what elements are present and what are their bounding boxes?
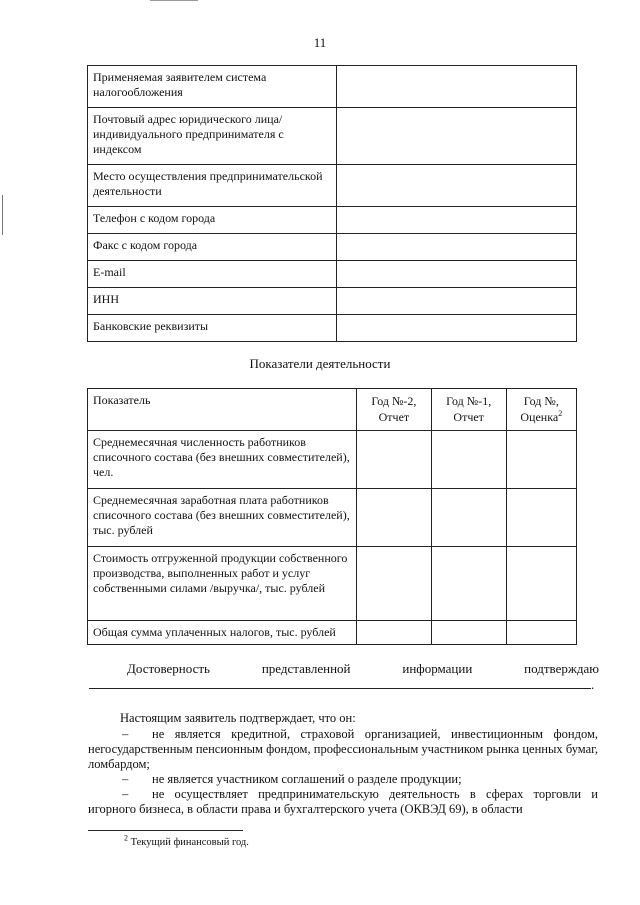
section-title: Показатели деятельности bbox=[249, 356, 391, 371]
table-row bbox=[88, 288, 577, 315]
header-line: Отчет bbox=[378, 410, 410, 424]
row-label: Место осуществления предпринимательской деятельности bbox=[88, 165, 337, 207]
confirmation-line bbox=[127, 661, 599, 677]
footnote-number: 2 bbox=[124, 833, 128, 843]
statement-item-text: не является участником соглашений о разделе продукции; bbox=[152, 772, 462, 786]
row-label: Почтовый адрес юридического лица/индивидуального предпринимателя с индексом bbox=[88, 108, 337, 165]
value-cell[interactable] bbox=[431, 431, 506, 489]
row-label: E-mail bbox=[88, 261, 337, 288]
table-header-row bbox=[88, 389, 577, 431]
value-cell[interactable] bbox=[506, 489, 576, 547]
footnote-ref: 2 bbox=[558, 409, 563, 418]
value-field-bank-details[interactable] bbox=[337, 315, 577, 342]
statement-item-text: не является кредитной, страховой организацией, инвестиционным фондом, негосударственным пенсионным фондом, профессиональным участником рынка ценных бумаг, ломбардом; bbox=[88, 727, 598, 771]
row-label: Факс с кодом города bbox=[88, 234, 337, 261]
value-cell[interactable] bbox=[431, 489, 506, 547]
table-row bbox=[88, 431, 577, 489]
list-dash: – bbox=[122, 787, 129, 801]
statement-intro: Настоящим заявитель подтверждает, что он: bbox=[120, 711, 356, 725]
table-row bbox=[88, 165, 577, 207]
value-field-phone[interactable] bbox=[337, 207, 577, 234]
header-line: Отчет bbox=[453, 410, 484, 424]
value-field-postal-address[interactable] bbox=[337, 108, 577, 165]
list-dash: – bbox=[122, 772, 129, 786]
statement-item bbox=[88, 772, 598, 787]
value-field-inn[interactable] bbox=[337, 288, 577, 315]
value-field-business-location[interactable] bbox=[337, 165, 577, 207]
value-field-tax-system[interactable] bbox=[337, 66, 577, 108]
indicator-name: Стоимость отгруженной продукции собственного производства, выполненных работ и услуг собственными силами /выручка/, тыс. рублей bbox=[88, 547, 357, 621]
table-row bbox=[88, 489, 577, 547]
value-field-email[interactable] bbox=[337, 261, 577, 288]
margin-mark bbox=[2, 195, 3, 235]
value-cell[interactable] bbox=[431, 547, 506, 621]
page-number: 11 bbox=[313, 35, 327, 50]
footnote bbox=[124, 833, 249, 848]
table-row bbox=[88, 108, 577, 165]
column-header-year-minus2 bbox=[357, 389, 432, 431]
column-header-year-minus1 bbox=[431, 389, 506, 431]
value-cell[interactable] bbox=[357, 621, 432, 645]
value-cell[interactable] bbox=[357, 431, 432, 489]
table-row bbox=[88, 621, 577, 645]
header-line: Оценка bbox=[520, 410, 559, 424]
footnote-text: Текущий финансовый год. bbox=[130, 837, 249, 848]
indicator-name: Среднемесячная заработная плата работников списочного состава (без внешних совместителей), тыс. рублей bbox=[88, 489, 357, 547]
underline-end-dot: . bbox=[591, 677, 595, 692]
column-header-year-n bbox=[506, 389, 576, 431]
value-cell[interactable] bbox=[506, 547, 576, 621]
table-row bbox=[88, 66, 577, 108]
column-header-indicator: Показатель bbox=[88, 389, 357, 431]
table-row bbox=[88, 234, 577, 261]
value-cell[interactable] bbox=[506, 621, 576, 645]
value-cell[interactable] bbox=[431, 621, 506, 645]
confirmation-word: подтверждаю bbox=[524, 661, 599, 676]
header-line: Год №-2, bbox=[371, 394, 417, 408]
list-dash: – bbox=[122, 727, 129, 741]
header-line: Год №-1, bbox=[446, 394, 492, 408]
confirmation-word: представленной bbox=[261, 661, 351, 676]
value-cell[interactable] bbox=[506, 431, 576, 489]
indicator-name: Общая сумма уплаченных налогов, тыс. рублей bbox=[88, 621, 357, 645]
value-cell[interactable] bbox=[357, 547, 432, 621]
requisites-table bbox=[87, 65, 577, 342]
row-label: Применяемая заявителем система налогообложения bbox=[88, 66, 337, 108]
statement-item bbox=[88, 787, 598, 817]
table-row bbox=[88, 547, 577, 621]
indicators-table bbox=[87, 388, 577, 645]
value-cell[interactable] bbox=[357, 489, 432, 547]
footnote-rule bbox=[88, 830, 243, 831]
row-label: Банковские реквизиты bbox=[88, 315, 337, 342]
signature-underline-field[interactable] bbox=[89, 688, 591, 689]
table-row bbox=[88, 315, 577, 342]
statement-item-text: не осуществляет предпринимательскую деятельность в сферах торговли и игорного бизнеса, в области права и бухгалтерского учета (ОКВЭД 69), в области bbox=[88, 787, 598, 816]
statement-item bbox=[88, 727, 598, 772]
row-label: ИНН bbox=[88, 288, 337, 315]
table-row bbox=[88, 261, 577, 288]
confirmation-word: информации bbox=[402, 661, 473, 676]
table-row bbox=[88, 207, 577, 234]
value-field-fax[interactable] bbox=[337, 234, 577, 261]
header-line: Год №, bbox=[523, 394, 559, 408]
indicator-name: Среднемесячная численность работников списочного состава (без внешних совместителей), чел. bbox=[88, 431, 357, 489]
top-rule bbox=[150, 0, 198, 1]
confirmation-word: Достоверность bbox=[127, 661, 210, 676]
row-label: Телефон с кодом города bbox=[88, 207, 337, 234]
